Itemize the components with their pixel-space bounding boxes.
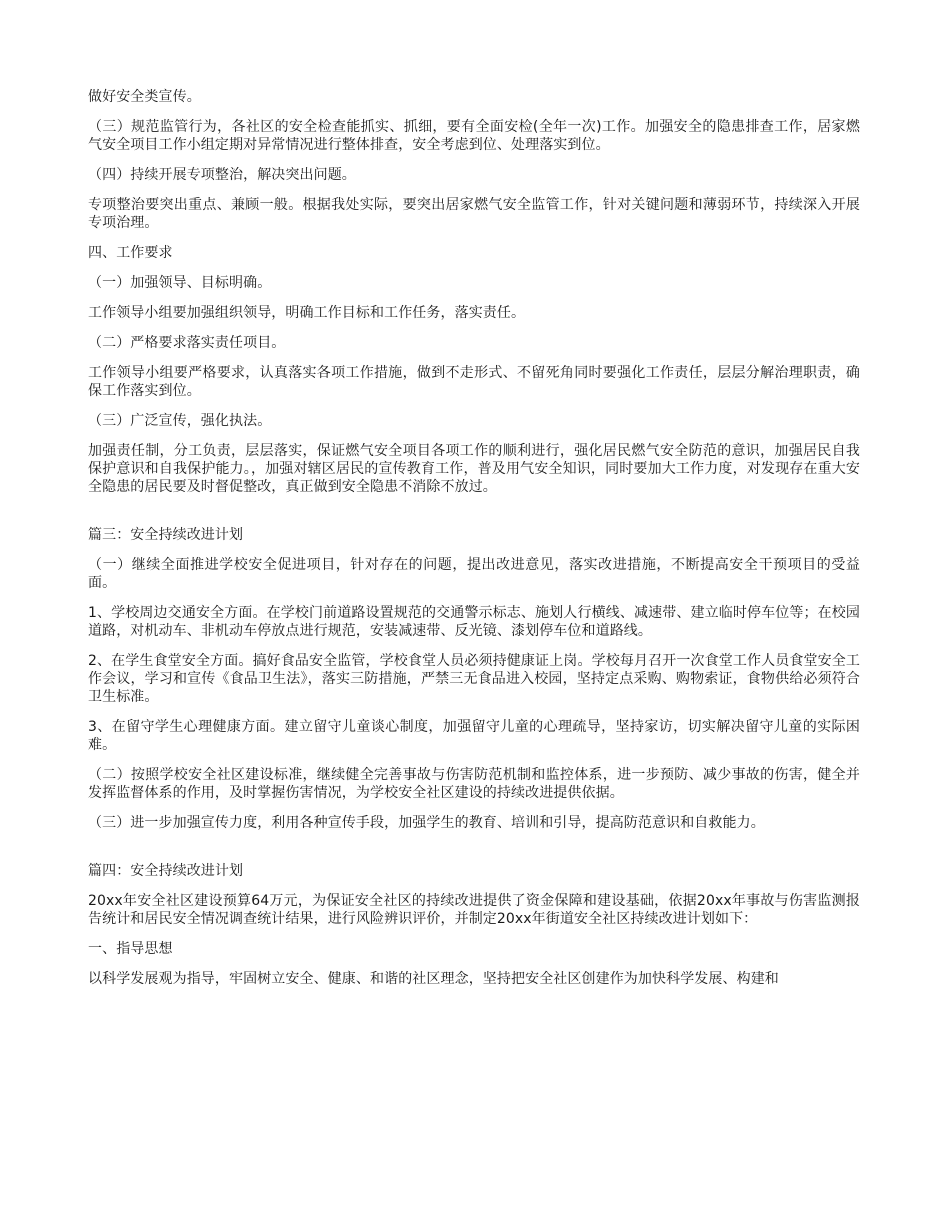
paragraph: （四）持续开展专项整治，解决突出问题。: [88, 167, 356, 183]
paragraph: 20xx年安全社区建设预算64万元，为保证安全社区的持续改进提供了资金保障和建设基础，依据20xx年事故与伤害监测报告统计和居民安全情况调查统计结果，进行风险辨识评价，并制定20xx年街道安全社区持续改进计划如下：: [88, 893, 860, 927]
paragraph: 一、指导思想: [88, 941, 173, 957]
paragraph: 工作领导小组要加强组织领导，明确工作目标和工作任务，落实责任。: [88, 305, 526, 321]
paragraph: 专项整治要突出重点、兼顾一般。根据我处实际，要突出居家燃气安全监管工作，针对关键问题和薄弱环节，持续深入开展专项治理。: [88, 197, 860, 231]
paragraph: 1、学校周边交通安全方面。在学校门前道路设置规范的交通警示标志、施划人行横线、减速带、建立临时停车位等；在校园道路，对机动车、非机动车停放点进行规范，安装减速带、反光镜、漆划停车位和道路线。: [88, 605, 860, 639]
paragraph: 篇四：安全持续改进计划: [88, 863, 244, 879]
paragraph: （二）按照学校安全社区建设标准，继续健全完善事故与伤害防范机制和监控体系，进一步预防、减少事故的伤害，健全并发挥监督体系的作用，及时掌握伤害情况，为学校安全社区建设的持续改进提供依据。: [88, 767, 860, 801]
paragraph: 做好安全类宣传。: [88, 89, 201, 105]
paragraph: （一）加强领导、目标明确。: [88, 275, 272, 291]
paragraph: 工作领导小组要严格要求，认真落实各项工作措施，做到不走形式、不留死角同时要强化工作责任，层层分解治理职责，确保工作落实到位。: [88, 365, 860, 399]
paragraph: （二）严格要求落实责任项目。: [88, 335, 286, 351]
paragraph: （三）进一步加强宣传力度，利用各种宣传手段，加强学生的教育、培训和引导，提高防范意识和自救能力。: [88, 815, 765, 831]
paragraph: （一）继续全面推进学校安全促进项目，针对存在的问题，提出改进意见，落实改进措施，不断提高安全干预项目的受益面。: [88, 557, 860, 591]
document-page: [88, 88, 860, 1000]
paragraph: （三）广泛宣传，强化执法。: [88, 413, 272, 429]
paragraph: 3、在留守学生心理健康方面。建立留守儿童谈心制度，加强留守儿童的心理疏导，坚持家访，切实解决留守儿童的实际困难。: [88, 719, 860, 753]
paragraph: 以科学发展观为指导，牢固树立安全、健康、和谐的社区理念，坚持把安全社区创建作为加快科学发展、构建和: [88, 971, 779, 987]
paragraph: 篇三：安全持续改进计划: [88, 527, 244, 543]
paragraph: 四、工作要求: [88, 245, 173, 261]
paragraph: （三）规范监管行为，各社区的安全检查能抓实、抓细，要有全面安检(全年一次)工作。加强安全的隐患排查工作，居家燃气安全项目工作小组定期对异常情况进行整体排查，安全考虑到位、处理落实到位。: [88, 119, 860, 153]
paragraph: 加强责任制，分工负责，层层落实，保证燃气安全项目各项工作的顺利进行，强化居民燃气安全防范的意识，加强居民自我保护意识和自我保护能力。，加强对辖区居民的宣传教育工作，普及用气安全知识，同时要加大工作力度，对发现存在重大安全隐患的居民要及时督促整改，真正做到安全隐患不消除不放过。: [88, 443, 860, 495]
paragraph: 2、在学生食堂安全方面。搞好食品安全监管，学校食堂人员必须持健康证上岗。学校每月召开一次食堂工作人员食堂安全工作会议，学习和宣传《食品卫生法》，落实三防措施，严禁三无食品进入校园，坚持定点采购、购物索证，食物供给必须符合卫生标准。: [88, 653, 860, 705]
